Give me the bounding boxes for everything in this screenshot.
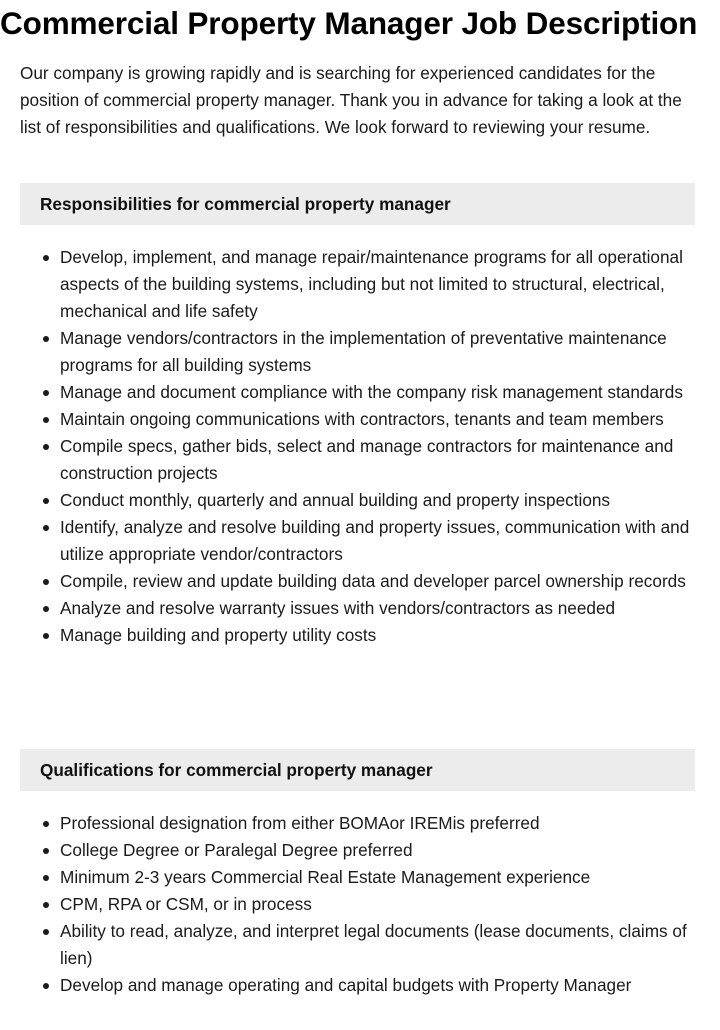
qualification-item: CPM, RPA or CSM, or in process: [60, 891, 695, 918]
qualification-item: College Degree or Paralegal Degree preferred: [60, 837, 695, 864]
responsibility-item: Maintain ongoing communications with contractors, tenants and team members: [60, 406, 695, 433]
qualification-item: Professional designation from either BOMAor IREMis preferred: [60, 810, 695, 837]
responsibilities-list: [20, 244, 695, 649]
responsibilities-heading: Responsibilities for commercial property manager: [20, 183, 695, 225]
qualifications-list: [20, 810, 695, 999]
page-title: Commercial Property Manager Job Description: [0, 5, 698, 41]
responsibility-item: Manage vendors/contractors in the implementation of preventative maintenance programs for all building systems: [60, 325, 695, 379]
responsibility-item: Manage and document compliance with the company risk management standards: [60, 379, 695, 406]
responsibility-item: Conduct monthly, quarterly and annual building and property inspections: [60, 487, 695, 514]
responsibility-item: Identify, analyze and resolve building and property issues, communication with and utilize appropriate vendor/contractors: [60, 514, 695, 568]
responsibility-item: Compile, review and update building data and developer parcel ownership records: [60, 568, 695, 595]
intro-paragraph: Our company is growing rapidly and is searching for experienced candidates for the position of commercial property manager. Thank you in advance for taking a look at the list of responsibilities and qualifications. We look forward to reviewing your resume.: [20, 63, 682, 137]
responsibility-item: Analyze and resolve warranty issues with vendors/contractors as needed: [60, 595, 695, 622]
responsibility-item: Compile specs, gather bids, select and manage contractors for maintenance and construction projects: [60, 433, 695, 487]
qualification-item: Ability to read, analyze, and interpret legal documents (lease documents, claims of lien): [60, 918, 695, 972]
qualifications-heading: Qualifications for commercial property manager: [20, 749, 695, 791]
responsibility-item: Manage building and property utility costs: [60, 622, 695, 649]
responsibility-item: Develop, implement, and manage repair/maintenance programs for all operational aspects of the building systems, including but not limited to structural, electrical, mechanical and life safety: [60, 244, 695, 325]
qualification-item: Develop and manage operating and capital budgets with Property Manager: [60, 972, 695, 999]
qualification-item: Minimum 2-3 years Commercial Real Estate Management experience: [60, 864, 695, 891]
